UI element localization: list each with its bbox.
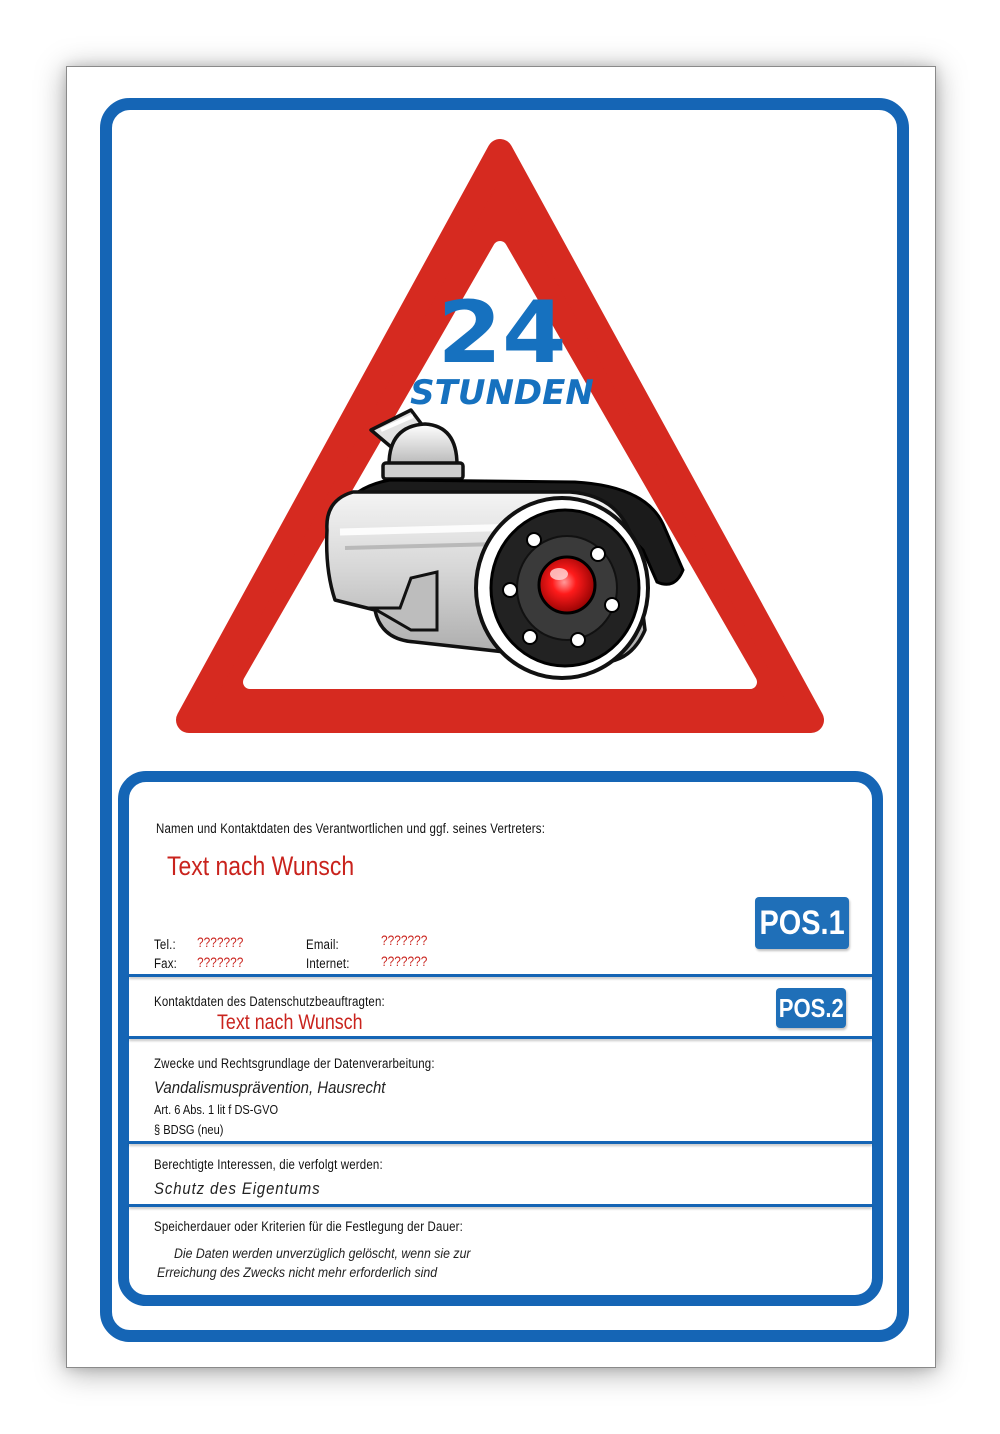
controller-label: Namen und Kontaktdaten des Verantwortlichen und ggf. seines Vertreters: <box>156 821 546 836</box>
purpose-value: Vandalismusprävention, Hausrecht <box>154 1078 386 1097</box>
pos2-badge <box>776 988 846 1028</box>
email-value: ??????? <box>381 932 428 948</box>
hours-number: 24 <box>437 283 567 384</box>
email-label: Email: <box>306 937 339 952</box>
interests-label: Berechtigte Interessen, die verfolgt werden: <box>154 1157 383 1172</box>
fax-label: Fax: <box>154 956 178 971</box>
fax-value: ??????? <box>197 954 244 970</box>
section-divider-1 <box>129 974 872 977</box>
warning-triangle <box>175 130 825 735</box>
pos2-badge-label: POS.2 <box>778 992 844 1023</box>
tel-label: Tel.: <box>154 937 176 952</box>
retention-label: Speicherdauer oder Kriterien für die Festlegung der Dauer: <box>154 1219 464 1234</box>
legal-basis-line2: § BDSG (neu) <box>154 1122 224 1137</box>
info-panel <box>118 771 883 1306</box>
dpo-value: Text nach Wunsch <box>217 1011 363 1034</box>
pos1-badge <box>755 897 849 949</box>
interests-value: Schutz des Eigentums <box>154 1179 321 1198</box>
pos1-badge-label: POS.1 <box>759 903 845 942</box>
section-divider-3 <box>129 1141 872 1144</box>
section-divider-4 <box>129 1204 872 1207</box>
internet-label: Internet: <box>306 956 350 971</box>
section-divider-2 <box>129 1036 872 1039</box>
hours-unit: STUNDEN <box>410 373 594 413</box>
controller-value: Text nach Wunsch <box>167 851 355 881</box>
legal-basis-line1: Art. 6 Abs. 1 lit f DS-GVO <box>154 1102 279 1117</box>
tel-value: ??????? <box>197 934 244 950</box>
retention-line2: Erreichung des Zwecks nicht mehr erforderlich sind <box>157 1264 438 1280</box>
internet-value: ??????? <box>381 953 428 969</box>
purpose-label: Zwecke und Rechtsgrundlage der Datenverarbeitung: <box>154 1056 435 1071</box>
retention-line1: Die Daten werden unverzüglich gelöscht, wenn sie zur <box>174 1245 471 1261</box>
dpo-label: Kontaktdaten des Datenschutzbeauftragten: <box>154 994 385 1009</box>
